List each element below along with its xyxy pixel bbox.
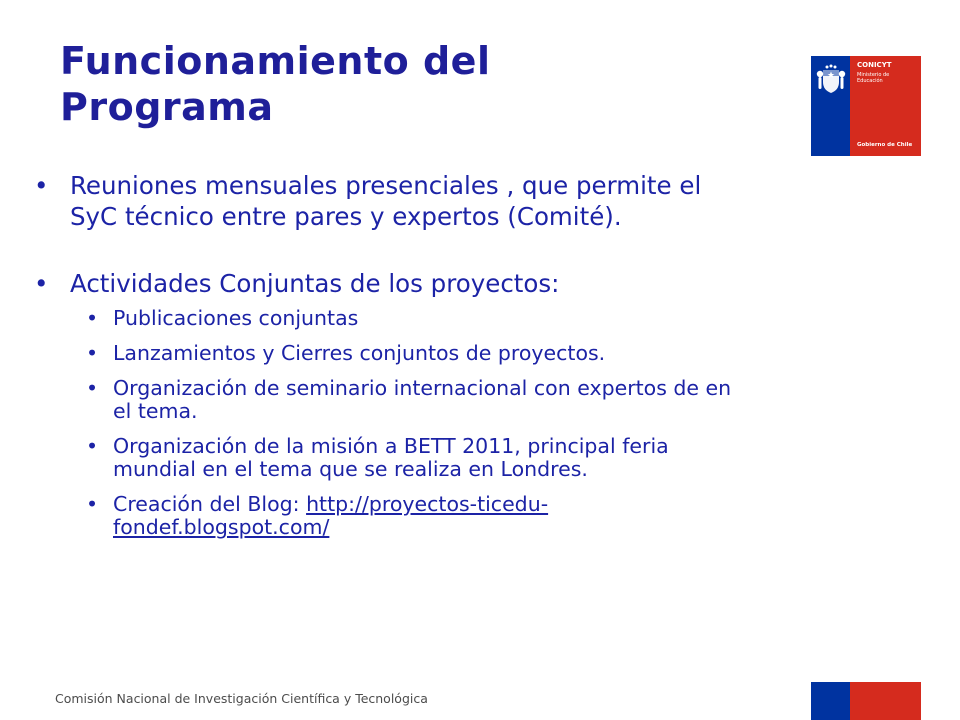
slide-title-line1: Funcionamiento del [60,39,491,83]
slide-title-line2: Programa [60,85,274,129]
sub-bullet-text: Lanzamientos y Cierres conjuntos de proyectos. [113,341,606,365]
sub-bullet-item [34,307,914,330]
logo-brand: CONICYT [857,61,892,69]
sub-bullet-text-line2: mundial en el tema que se realiza en Londres. [113,457,588,481]
bullet-dot: • [34,171,49,200]
sub-bullet-text: Publicaciones conjuntas [113,306,359,330]
sub-bullet-item [34,377,914,423]
sub-bullet-item [34,435,914,481]
blog-link-line2[interactable]: fondef.blogspot.com/ [113,515,330,539]
slide-title [60,38,490,130]
footer-flag-bar [811,682,921,720]
blog-label: Creación del Blog: [113,492,307,516]
bullet-item [34,268,914,299]
sub-bullet-text-line1: Organización de seminario internacional con expertos de en [113,376,732,400]
footer-organization: Comisión Nacional de Investigación Científica y Tecnológica [55,691,428,706]
bullet-text-line2: SyC técnico entre pares y expertos (Comité). [70,202,622,231]
bullet-dot: • [86,306,99,330]
logo-ministry-line1: Ministerio de [857,72,890,78]
blog-link-line1[interactable]: http://proyectos-ticedu- [306,492,549,516]
chile-coat-of-arms-icon [816,64,846,96]
bullet-dot: • [86,341,99,365]
bullet-dot: • [86,492,99,516]
logo-government: Gobierno de Chile [857,142,913,148]
footer-flag-blue [811,682,850,720]
footer-flag-red [850,682,921,720]
bullet-dot: • [86,376,99,400]
sub-bullet-text-line2: el tema. [113,399,198,423]
bullet-text-line1: Reuniones mensuales presenciales , que permite el [70,171,702,200]
sub-bullet-text-line1: Organización de la misión a BETT 2011, principal feria [113,434,669,458]
slide-body [34,170,914,539]
bullet-text-line1: Actividades Conjuntas de los proyectos: [70,269,560,298]
bullet-item [34,170,914,232]
sub-bullet-item [34,342,914,365]
bullet-dot: • [86,434,99,458]
conicyt-logo [811,56,921,156]
sub-bullet-list [34,307,914,539]
sub-bullet-item [34,493,914,539]
logo-ministry-line2: Educación [857,78,883,84]
bullet-dot: • [34,269,49,298]
